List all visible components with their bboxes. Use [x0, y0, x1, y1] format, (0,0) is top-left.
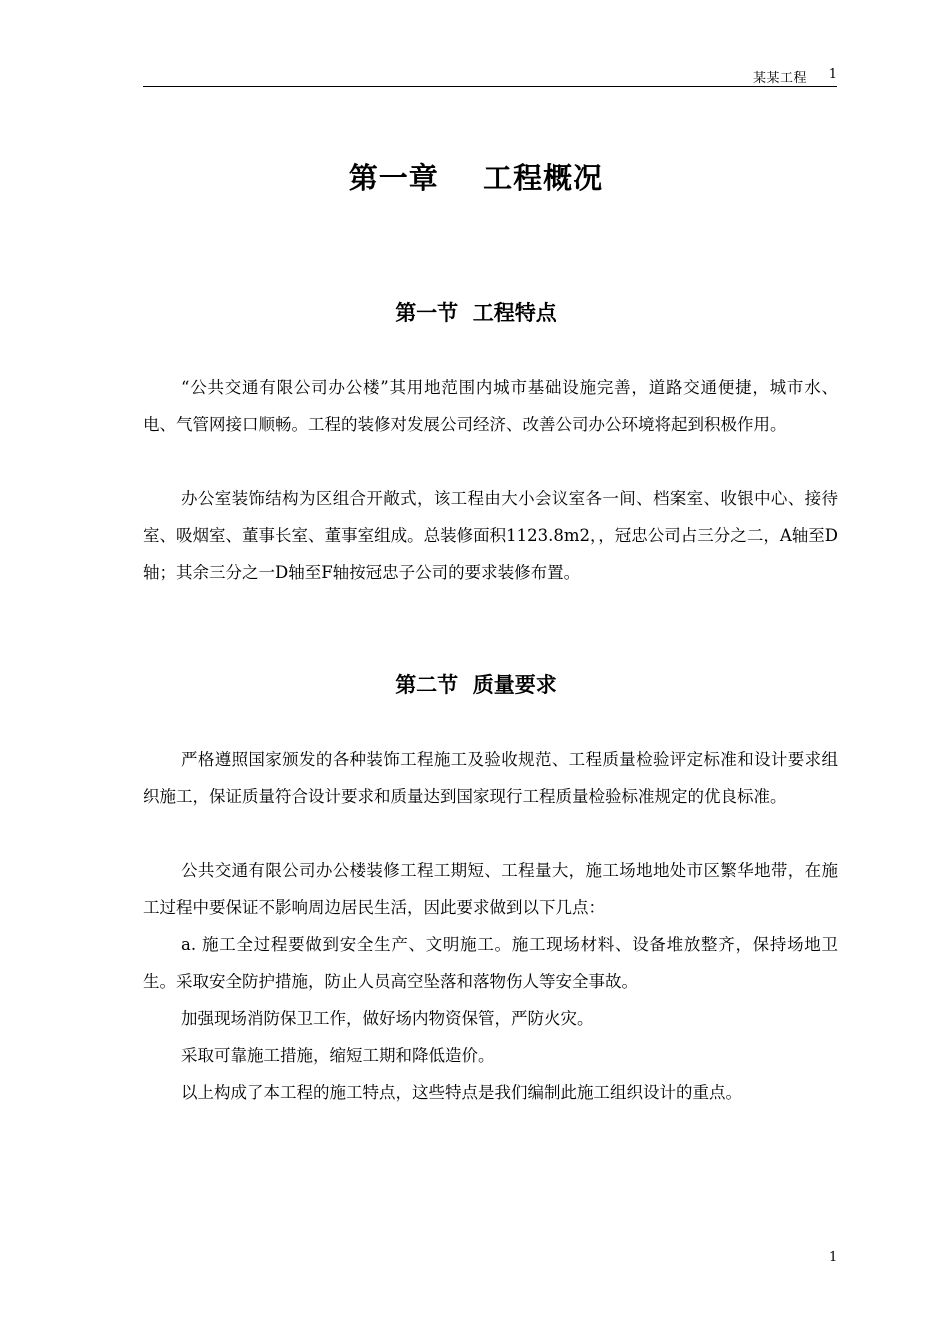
section-title-features: 第一节 工程特点 — [395, 301, 557, 325]
section-title-quality: 第二节 质量要求 — [395, 673, 557, 697]
paragraph-project-conditions: 公共交通有限公司办公楼装修工程工期短、工程量大，施工场地地处市区繁华地带，在施工过程中要保证不影响周边居民生活，因此要求做到以下几点： — [143, 861, 838, 917]
paragraph-fire-safety: 加强现场消防保卫工作，做好场内物资保管，严防火灾。 — [181, 1009, 594, 1028]
header-title: 某某工程 — [752, 71, 807, 86]
header-page-number: 1 — [828, 67, 837, 82]
paragraph-office-layout: 办公室装饰结构为区组合开敞式，该工程由大小会议室各一间、档案室、收银中心、接待室、吸烟室、董事长室、董事室组成。总装修面积1123.8m2，，冠忠公司占三分之二，A轴至D轴；其余三分之一D轴至F轴按冠忠子公司的要求装修布置。 — [143, 489, 838, 582]
chapter-title: 第一章 工程概况 — [348, 161, 604, 195]
paragraph-site-overview: “公共交通有限公司办公楼”其用地范围内城市基础设施完善，道路交通便捷，城市水、电、气管网接口顺畅。工程的装修对发展公司经济、改善公司办公环境将起到积极作用。 — [143, 378, 838, 434]
paragraph-summary: 以上构成了本工程的施工特点，这些特点是我们编制此施工组织设计的重点。 — [181, 1083, 742, 1102]
paragraph-quality-standard: 严格遵照国家颁发的各种装饰工程施工及验收规范、工程质量检验评定标准和设计要求组织施工，保证质量符合设计要求和质量达到国家现行工程质量检验标准规定的优良标准。 — [143, 750, 838, 806]
page-header — [143, 66, 837, 87]
paragraph-cost-control: 采取可靠施工措施，缩短工期和降低造价。 — [181, 1046, 495, 1065]
paragraph-safety-requirement: a. 施工全过程要做到安全生产、文明施工。施工现场材料、设备堆放整齐，保持场地卫生。采取安全防护措施，防止人员高空坠落和落物伤人等安全事故。 — [143, 935, 838, 991]
footer-page-number: 1 — [829, 1250, 838, 1265]
